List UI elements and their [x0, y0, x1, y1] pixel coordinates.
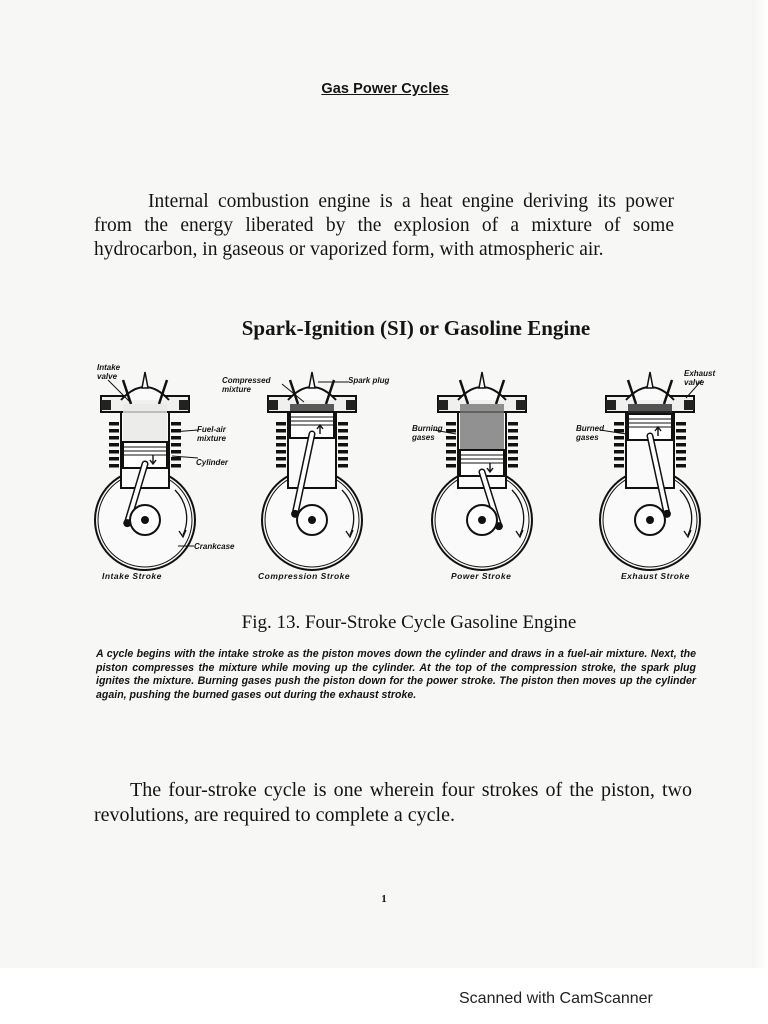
callout-burning-gases: Burning gases — [412, 424, 443, 442]
engine-intake — [95, 372, 195, 570]
callout-fuel-air-mixture: Fuel-air mixture — [197, 425, 226, 443]
callout-spark-plug: Spark plug — [348, 376, 390, 385]
callout-intake-valve: Intake valve — [97, 363, 121, 381]
figure-caption: Fig. 13. Four-Stroke Cycle Gasoline Engine — [241, 612, 577, 633]
callout-burned-gases: Burned gases — [576, 424, 604, 442]
stroke-label-exhaust: Exhaust Stroke — [621, 571, 690, 581]
figure-description: A cycle begins with the intake stroke as the piston moves down the cylinder and draws in a fuel-air mixture. Next, the piston compresses the mixture while moving up the cylinder. At the top of the compression stroke, the spark plug ignites the mixture. Burning gases push the piston down for the power stroke. The piston then moves up the cylinder again, pushing the burned gases out during the exhaust stroke. — [96, 648, 696, 701]
page-edge — [752, 0, 768, 968]
scanner-watermark: Scanned with CamScanner — [459, 990, 653, 1007]
stroke-label-power: Power Stroke — [451, 571, 512, 581]
section-heading: Spark-Ignition (SI) or Gasoline Engine — [241, 316, 591, 340]
engine-compression — [262, 372, 362, 570]
callout-cylinder: Cylinder — [196, 458, 229, 467]
engine-exhaust — [600, 372, 700, 570]
stroke-label-compression: Compression Stroke — [258, 571, 351, 581]
callout-crankcase: Crankcase — [194, 542, 235, 551]
summary-paragraph: The four-stroke cycle is one wherein four strokes of the piston, two revolutions, are required to complete a cycle. — [94, 779, 692, 826]
callout-compressed-mixture: Compressed mixture — [222, 376, 271, 394]
four-stroke-engine-figure — [90, 360, 710, 592]
engine-power — [432, 372, 532, 570]
stroke-label-intake: Intake Stroke — [102, 571, 162, 581]
intro-paragraph: Internal combustion engine is a heat engine deriving its power from the energy liberated by the explosion of a mixture of some hydrocarbon, in gaseous or vaporized form, with atmospheric air. — [94, 191, 674, 260]
callout-exhaust-valve: Exhaust valve — [684, 369, 716, 387]
engine-diagrams — [90, 360, 710, 592]
document-title: Gas Power Cycles — [321, 81, 449, 97]
page-number: 1 — [381, 893, 387, 905]
